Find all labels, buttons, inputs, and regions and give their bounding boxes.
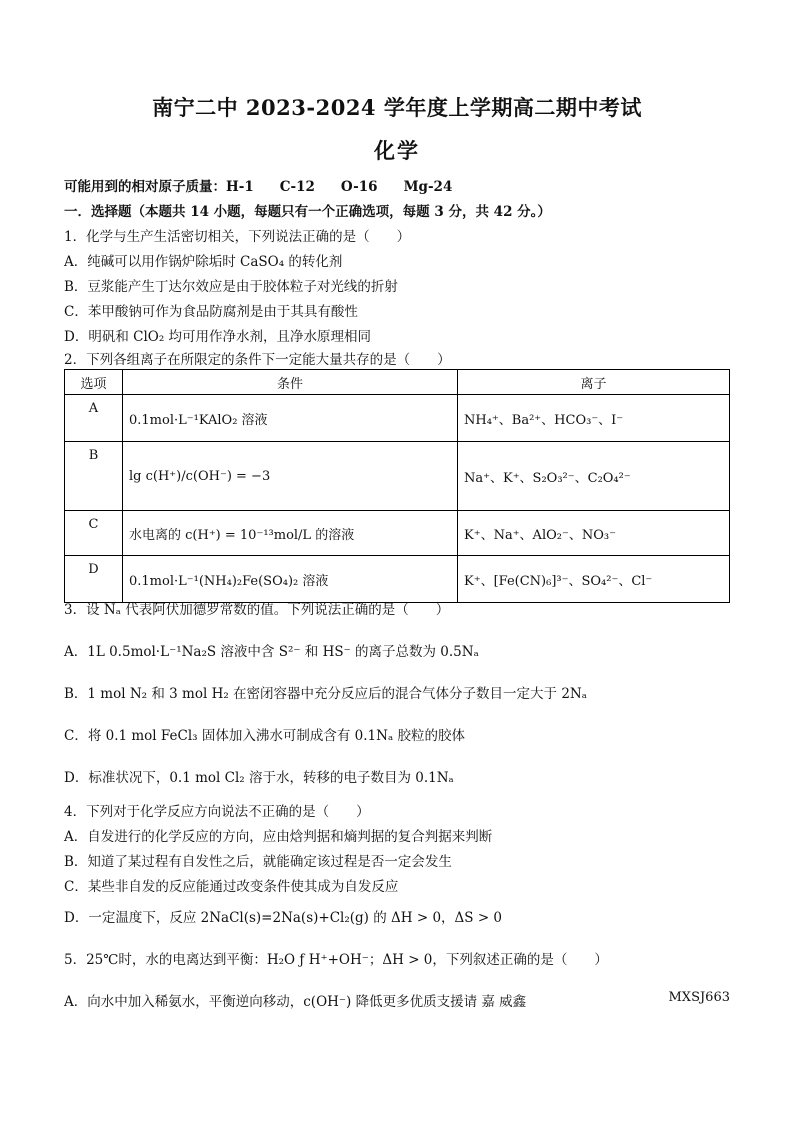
- row-ions: Na⁺、K⁺、S₂O₃²⁻、C₂O₄²⁻: [458, 442, 730, 511]
- q4-option-b: B．知道了某过程有自发性之后，就能确定该过程是否一定会发生: [64, 854, 452, 870]
- section-heading: 一．选择题（本题共 14 小题，每题只有一个正确选项，每题 3 分，共 42 分。）: [64, 204, 551, 220]
- header-condition: 条件: [123, 370, 458, 395]
- q1-option-d: D．明矾和 ClO₂ 均可用作净水剂，且净水原理相同: [64, 329, 372, 345]
- table-row: [65, 556, 730, 603]
- row-condition: lg c(H⁺)/c(OH⁻) = −3: [123, 442, 458, 511]
- q3-stem: 3．设 Nₐ 代表阿伏加德罗常数的值。下列说法正确的是（ ）: [64, 602, 450, 618]
- q3-option-b: B．1 mol N₂ 和 3 mol H₂ 在密闭容器中充分反应后的混合气体分子数目一定大于 2Nₐ: [64, 686, 587, 702]
- mass-c: C-12: [279, 179, 315, 195]
- row-condition: 水电离的 c(H⁺) = 10⁻¹³mol/L 的溶液: [123, 511, 458, 556]
- mass-h: H-1: [226, 179, 254, 195]
- q1-option-b: B．豆浆能产生丁达尔效应是由于胶体粒子对光线的折射: [64, 279, 398, 295]
- q3-option-c: C．将 0.1 mol FeCl₃ 固体加入沸水可制成含有 0.1Nₐ 胶粒的胶体: [64, 728, 465, 744]
- atomic-masses-line: [64, 175, 478, 195]
- row-ions: NH₄⁺、Ba²⁺、HCO₃⁻、I⁻: [458, 395, 730, 442]
- table-row: [65, 511, 730, 556]
- q5-stem: 5．25℃时，水的电离达到平衡：H₂O ƒ H⁺+OH⁻；ΔH > 0，下列叙述正确的是（ ）: [64, 952, 608, 968]
- row-ions: K⁺、Na⁺、AlO₂⁻、NO₃⁻: [458, 511, 730, 556]
- table-row: [65, 442, 730, 511]
- row-option: D: [65, 556, 123, 603]
- row-option: A: [65, 395, 123, 442]
- q3-option-d: D．标准状况下，0.1 mol Cl₂ 溶于水，转移的电子数目为 0.1Nₐ: [64, 770, 454, 786]
- header-option: 选项: [65, 370, 123, 395]
- row-condition: 0.1mol·L⁻¹(NH₄)₂Fe(SO₄)₂ 溶液: [123, 556, 458, 603]
- q4-option-a: A．自发进行的化学反应的方向，应由焓判据和熵判据的复合判据来判断: [64, 829, 493, 845]
- subject-title: 化学: [374, 138, 420, 163]
- table-row: [65, 395, 730, 442]
- exam-title: 南宁二中 2023-2024 学年度上学期高二期中考试: [152, 95, 642, 120]
- header-ions: 离子: [458, 370, 730, 395]
- q4-option-c: C．某些非自发的反应能通过改变条件使其成为自发反应: [64, 879, 399, 895]
- q4-stem: 4．下列对于化学反应方向说法不正确的是（ ）: [64, 804, 370, 820]
- q1-option-c: C．苯甲酸钠可作为食品防腐剂是由于其具有酸性: [64, 304, 358, 320]
- q2-stem: 2．下列各组离子在所限定的条件下一定能大量共存的是（ ）: [64, 352, 451, 368]
- row-condition: 0.1mol·L⁻¹KAlO₂ 溶液: [123, 395, 458, 442]
- row-option: B: [65, 442, 123, 511]
- mass-o: O-16: [340, 179, 378, 195]
- q2-table: [64, 369, 730, 603]
- row-ions: K⁺、[Fe(CN)₆]³⁻、SO₄²⁻、Cl⁻: [458, 556, 730, 603]
- q3-option-a: A．1L 0.5mol·L⁻¹Na₂S 溶液中含 S²⁻ 和 HS⁻ 的离子总数为 0.5Nₐ: [64, 644, 479, 660]
- mass-mg: Mg-24: [403, 179, 453, 195]
- q4-option-d: D．一定温度下，反应 2NaCl(s)=2Na(s)+Cl₂(g) 的 ΔH > 0，ΔS > 0: [64, 910, 503, 926]
- table-header-row: [65, 370, 730, 395]
- atomic-masses-label: 可能用到的相对原子质量：: [64, 179, 226, 195]
- document-code: MXSJ663: [668, 990, 730, 1005]
- q1-stem: 1．化学与生产生活密切相关，下列说法正确的是（ ）: [64, 229, 411, 245]
- q1-option-a: A．纯碱可以用作锅炉除垢时 CaSO₄ 的转化剂: [64, 254, 343, 270]
- row-option: C: [65, 511, 123, 556]
- q5-option-a: A．向水中加入稀氨水，平衡逆向移动，c(OH⁻) 降低更多优质支援请 嘉 威鑫: [64, 994, 527, 1010]
